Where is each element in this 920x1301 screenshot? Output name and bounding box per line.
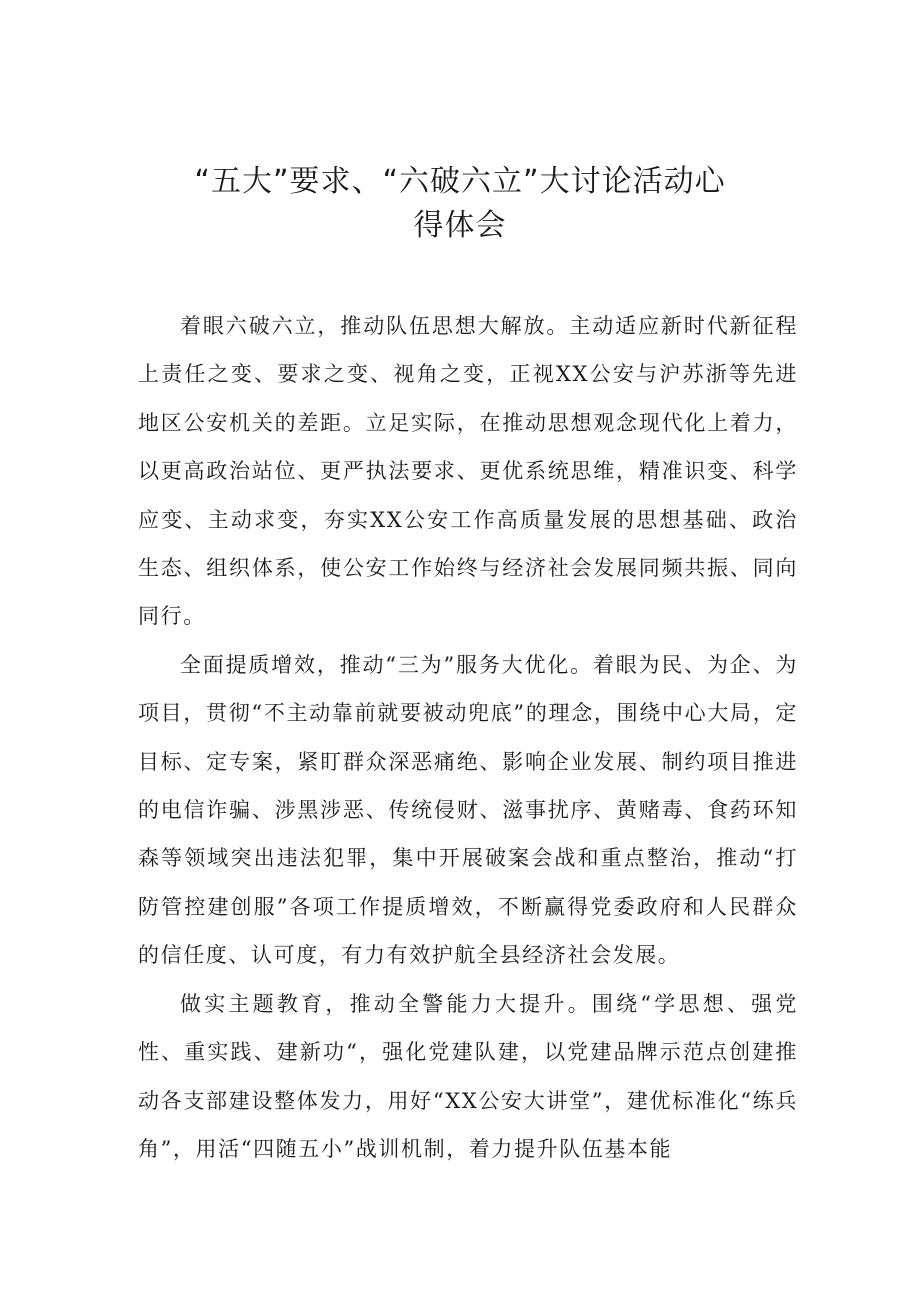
document-title — [120, 160, 800, 248]
paragraph-1: 着眼六破六立，推动队伍思想大解放。主动适应新时代新征程上责任之变、要求之变、视角之变，正视XX公安与沪苏浙等先进地区公安机关的差距。立足实际，在推动思想观念现代化上着力，以更高政治站位、更严执法要求、更优系统思维，精准识变、科学应变、主动求变，夯实XX公安工作高质量发展的思想基础、政治生态、组织体系，使公安工作始终与经济社会发展同频共振、同向同行。 — [138, 314, 798, 629]
document-body — [138, 302, 798, 1173]
paragraph-2: 全面提质增效，推动“三为”服务大优化。着眼为民、为企、为项目，贯彻“不主动靠前就要被动兜底”的理念，围绕中心大局，定目标、定专案，紧盯群众深恶痛绝、影响企业发展、制约项目推进的电信诈骗、涉黑涉恶、传统侵财、滋事扰序、黄赌毒、食药环知森等领域突出违法犯罪，集中开展破案会战和重点整治，推动“打防管控建创服”各项工作提质增效，不断赢得党委政府和人民群众的信任度、认可度，有力有效护航全县经济社会发展。 — [138, 652, 798, 968]
title-line-1: “五大”要求、“六破六立”大讨论活动心 — [194, 164, 726, 199]
title-line-2: 得体会 — [413, 208, 507, 243]
paragraph-3: 做实主题教育，推动全警能力大提升。围绕“学思想、强党性、重实践、建新功“，强化党建队建，以党建品牌示范点创建推动各支部建设整体发力，用好“XX公安大讲堂”，建优标准化“练兵角”，用活“四随五小”战训机制，着力提升队伍基本能 — [138, 991, 798, 1161]
